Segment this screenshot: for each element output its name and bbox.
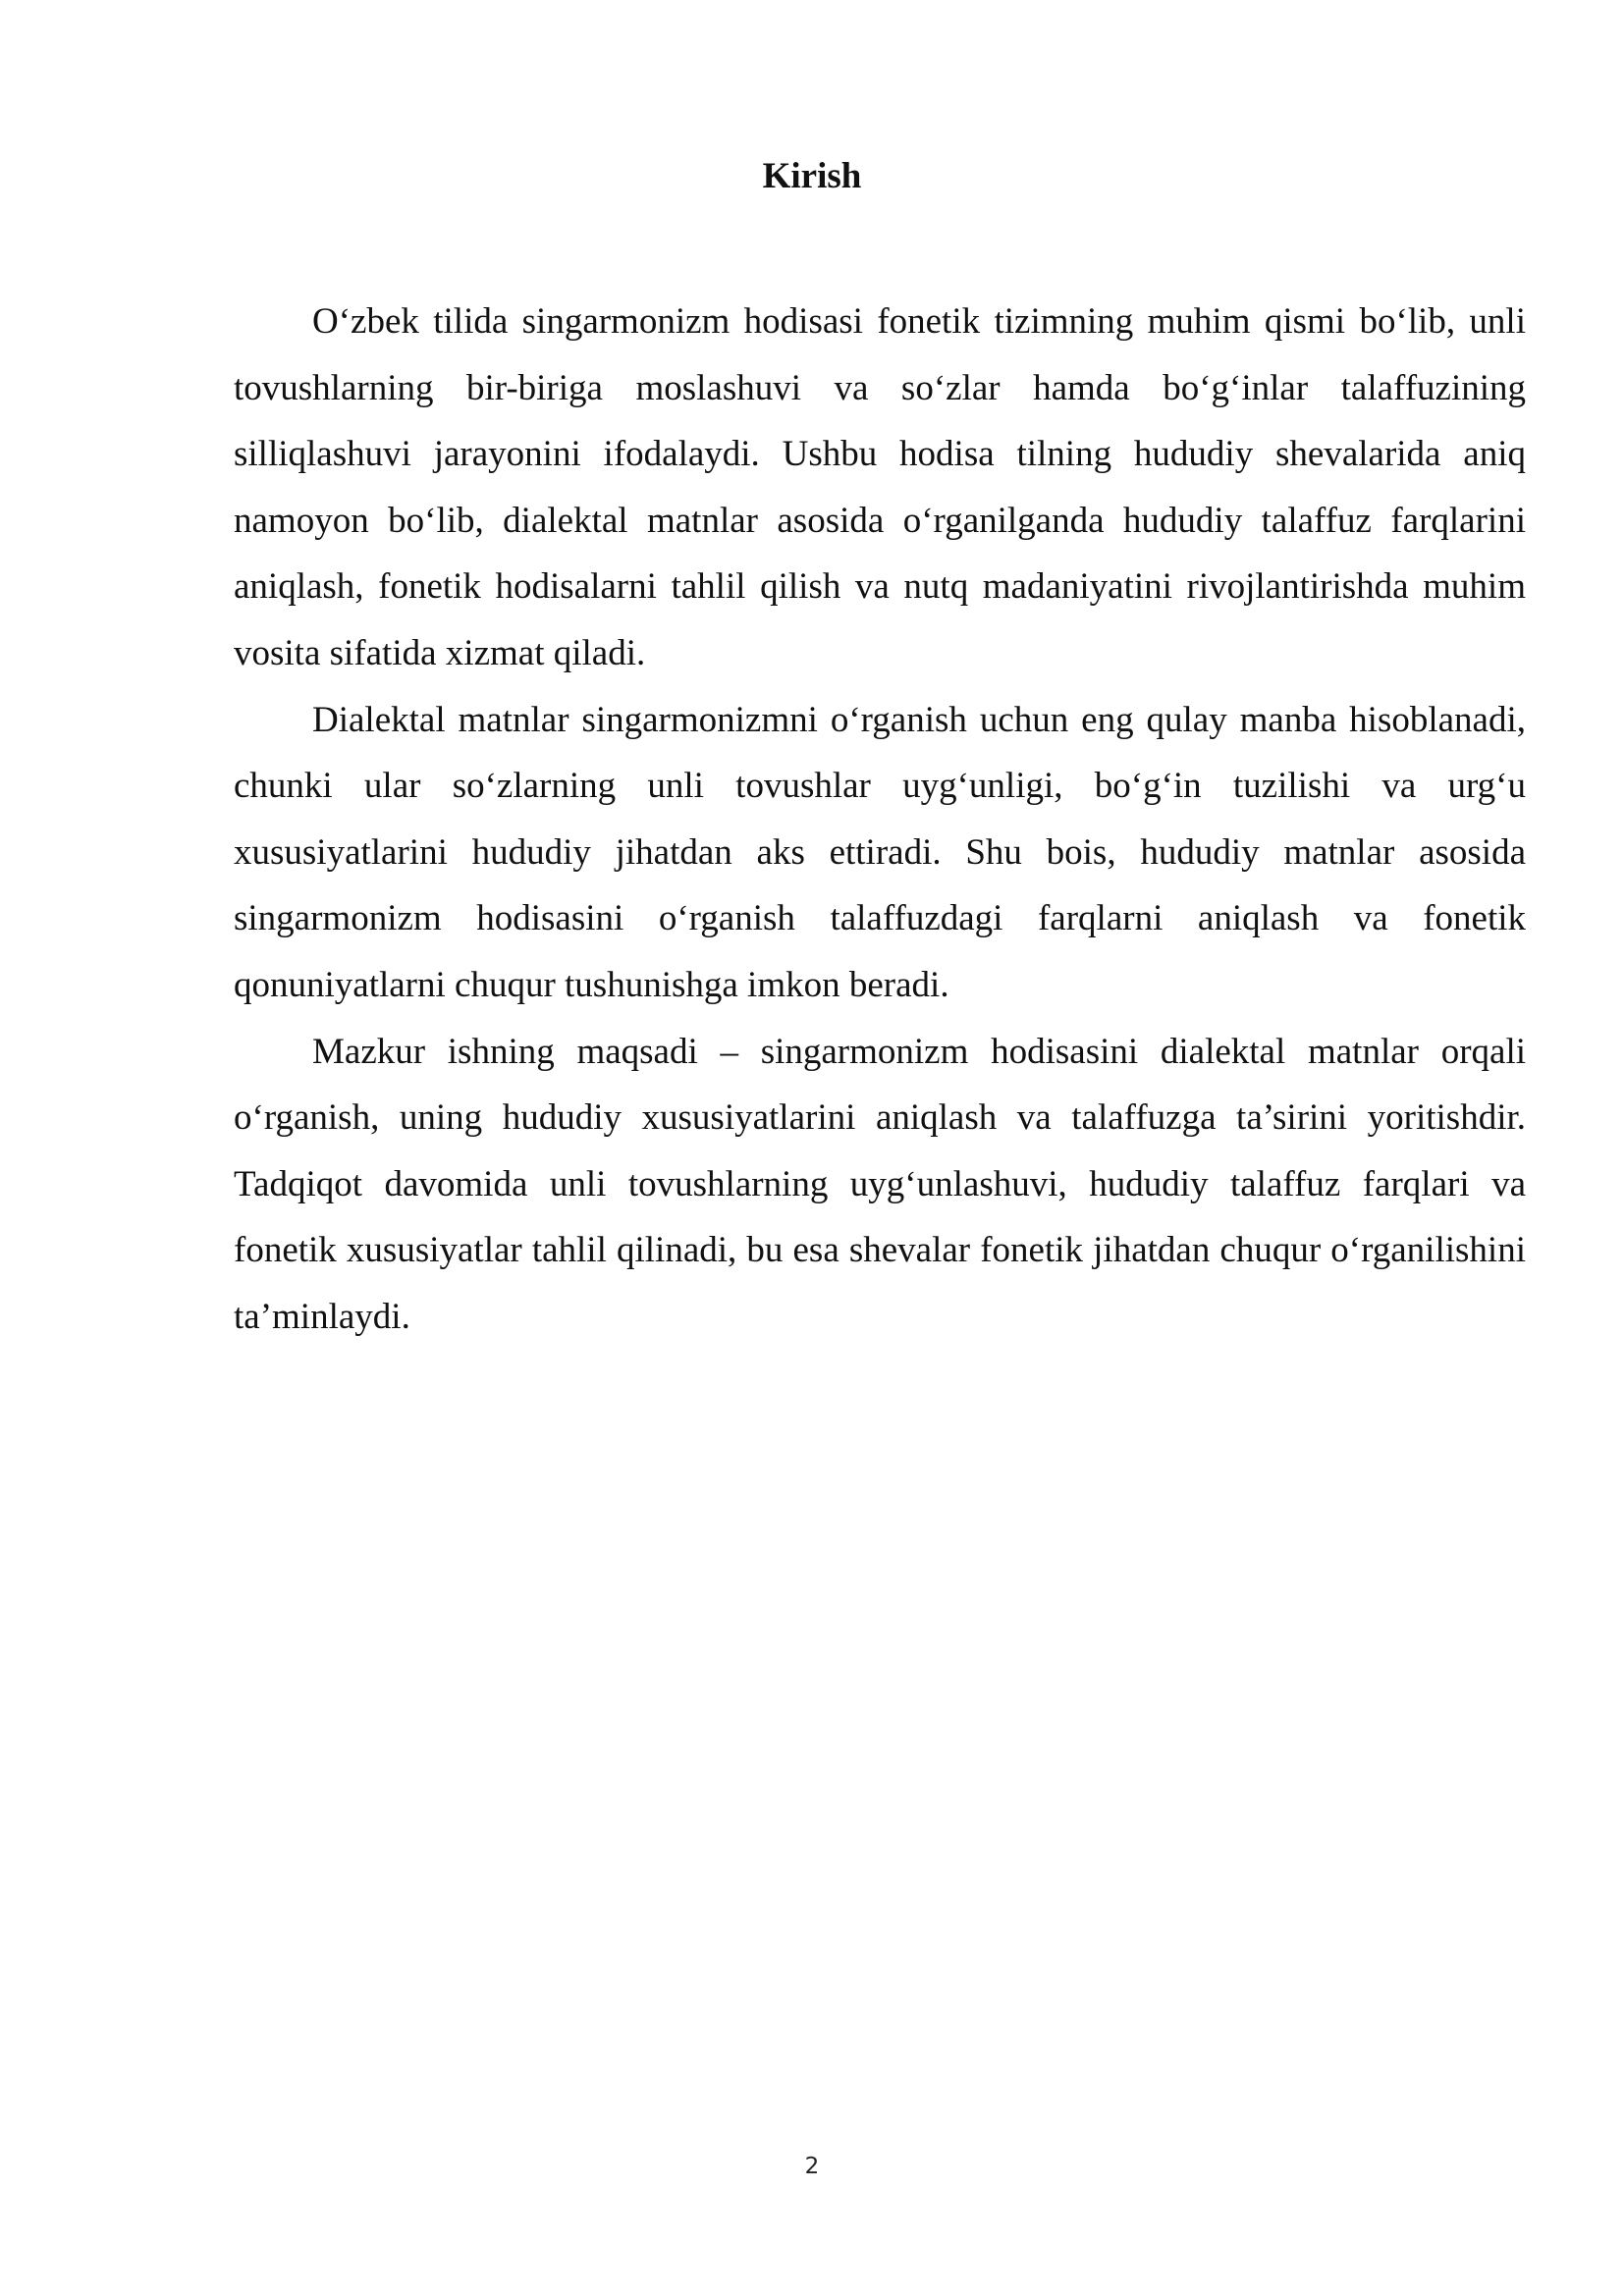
paragraph-1: O‘zbek tilida singarmonizm hodisasi fonetik tizimning muhim qismi bo‘lib, unli tovushlarning bir-biriga moslashuvi va so‘zlar hamda bo‘g‘inlar talaffuzining silliqlashuvi jarayonini ifodalaydi. Ushbu hodisa tilning hududiy shevalarida aniq namoyon bo‘lib, dialektal matnlar asosida o‘rganilganda hududiy talaffuz farqlarini aniqlash, fonetik hodisalarni tahlil qilish va nutq madaniyatini rivojlantirishda muhim vosita sifatida xizmat qiladi. — [234, 301, 1526, 673]
page-number: 2 — [804, 2154, 820, 2179]
paragraph-2: Dialektal matnlar singarmonizmni o‘rganish uchun eng qulay manba hisoblanadi, chunki ular so‘zlarning unli tovushlar uyg‘unligi, bo‘g‘in tuzilishi va urg‘u xususiyatlarini hududiy jihatdan aks ettiradi. Shu bois, hududiy matnlar asosida singarmonizm hodisasini o‘rganish talaffuzdagi farqlarni aniqlash va fonetik qonuniyatlarni chuqur tushunishga imkon beradi. — [234, 699, 1526, 1005]
paragraph-3: Mazkur ishning maqsadi – singarmonizm hodisasini dialektal matnlar orqali o‘rganish, uning hududiy xususiyatlarini aniqlash va talaffuzga ta’sirini yoritishdir. Tadqiqot davomida unli tovushlarning uyg‘unlashuvi, hududiy talaffuz farqlari va fonetik xususiyatlar tahlil qilinadi, bu esa shevalar fonetik jihatdan chuqur o‘rganilishini ta’minlaydi. — [234, 1031, 1526, 1337]
page-title: Kirish — [762, 156, 862, 196]
body-text — [234, 289, 1526, 1351]
